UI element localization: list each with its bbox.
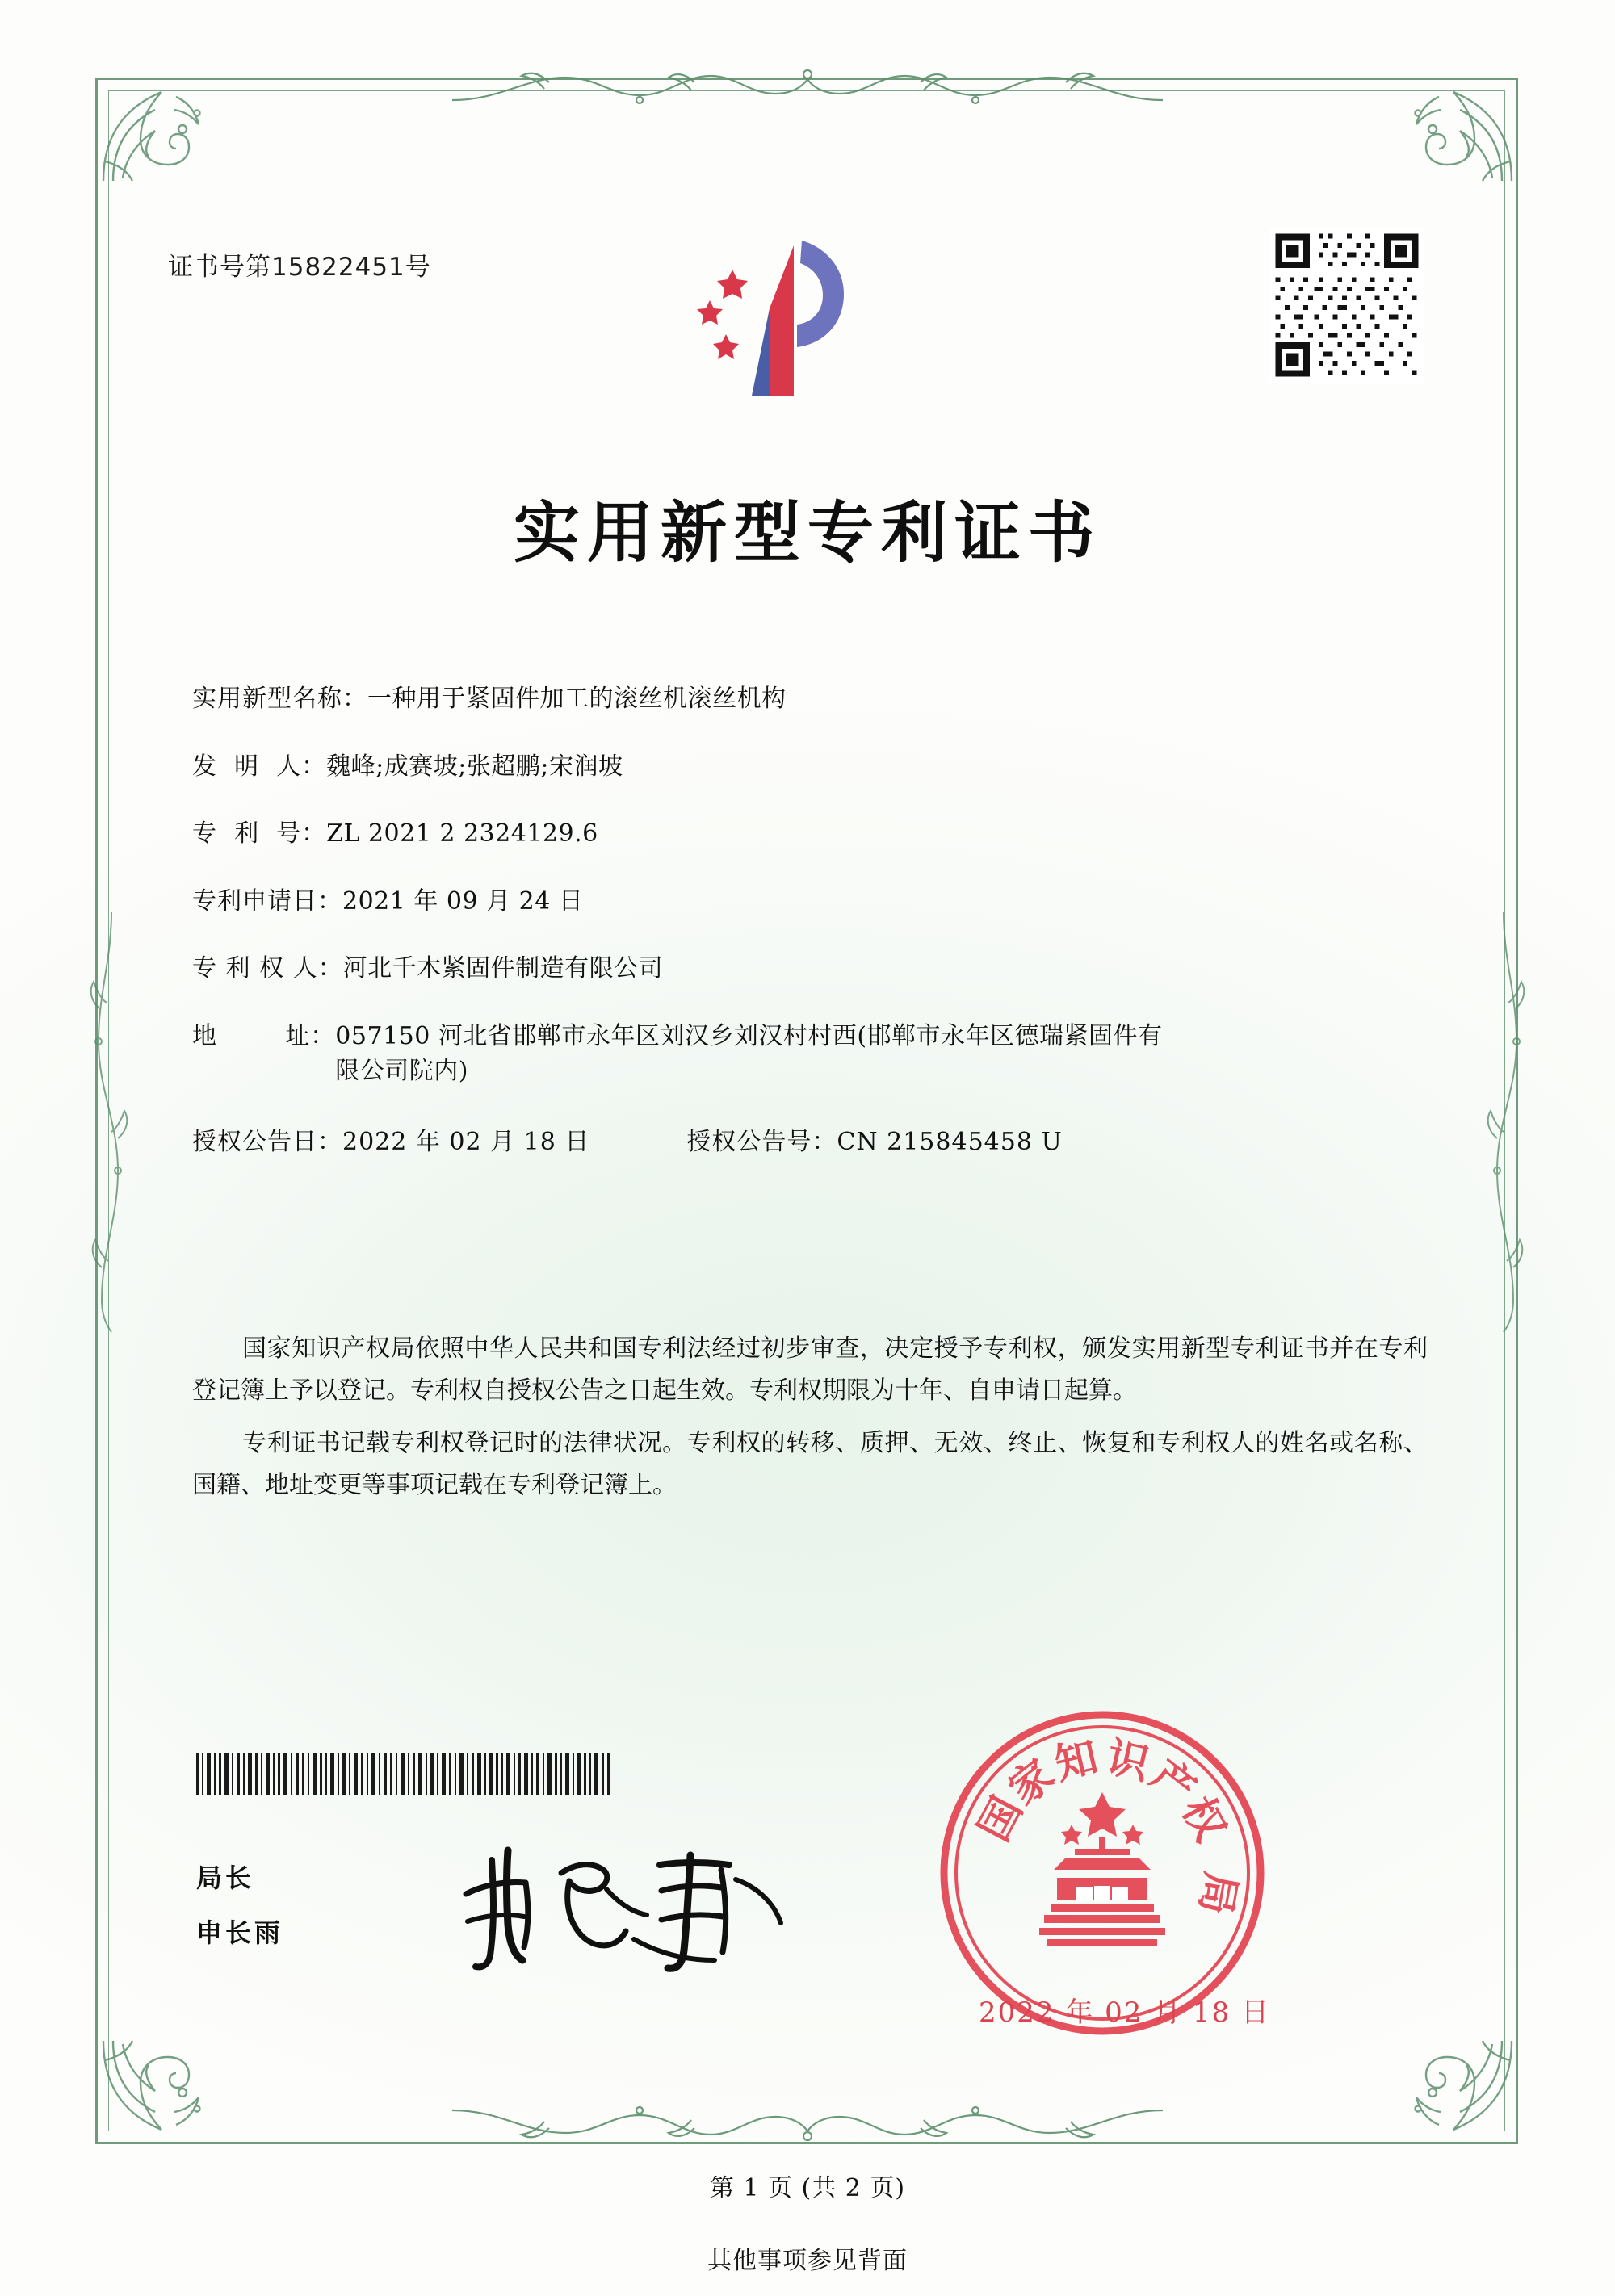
svg-text:国: 国 bbox=[969, 1788, 1033, 1850]
field-patentee bbox=[192, 952, 1420, 987]
svg-text:识: 识 bbox=[1101, 1732, 1155, 1790]
field-label: 实用新型名称： bbox=[192, 685, 367, 713]
grant-number-label: 授权公告号： bbox=[686, 1128, 837, 1157]
field-value: 057150 河北省邯郸市永年区刘汉乡刘汉村村西(邯郸市永年区德瑞紧固件有限公司院内) bbox=[335, 1021, 1163, 1085]
field-value: 魏峰;成赛坡;张超鹏;宋润坡 bbox=[326, 752, 623, 781]
field-address bbox=[192, 1020, 1420, 1088]
bottom-vine-ornament bbox=[452, 2091, 1163, 2147]
paragraph-1: 国家知识产权局依照中华人民共和国专利法经过初步审查，决定授予专利权，颁发实用新型专利证书并在专利登记簿上予以登记。专利权自授权公告之日起生效。专利权期限为十年、自申请日起算。 bbox=[192, 1334, 1428, 1405]
page-indicator: 第 1 页 (共 2 页) bbox=[709, 2174, 906, 2202]
field-list bbox=[192, 682, 1420, 1170]
seal-date: 2022 年 02 月 18 日 bbox=[979, 1996, 1271, 2029]
grant-number-value: CN 215845458 U bbox=[837, 1128, 1063, 1157]
svg-text:局: 局 bbox=[1189, 1868, 1246, 1919]
grant-date-label: 授权公告日： bbox=[192, 1128, 342, 1157]
right-vine-ornament bbox=[1479, 912, 1528, 1332]
svg-text:家: 家 bbox=[999, 1749, 1063, 1815]
field-utility-model-name bbox=[192, 682, 1420, 717]
field-value: 2021 年 09 月 24 日 bbox=[342, 886, 584, 915]
corner-ornament-top-right bbox=[1403, 81, 1516, 186]
left-vine-ornament bbox=[87, 912, 136, 1332]
field-label: 专 利 号： bbox=[192, 819, 327, 848]
corner-ornament-bottom-left bbox=[99, 2036, 212, 2141]
legal-text bbox=[192, 1328, 1428, 1517]
handwritten-signature-icon bbox=[448, 1841, 795, 1978]
field-application-date bbox=[192, 885, 1420, 920]
svg-text:知: 知 bbox=[1050, 1732, 1103, 1790]
svg-text:权: 权 bbox=[1172, 1788, 1235, 1850]
field-value: 一种用于紧固件加工的滚丝机滚丝机构 bbox=[367, 685, 787, 713]
field-inventors bbox=[192, 750, 1420, 785]
field-label: 发 明 人： bbox=[192, 752, 327, 781]
director-label: 局长 bbox=[196, 1862, 255, 1893]
grant-date-value: 2022 年 02 月 18 日 bbox=[342, 1128, 590, 1157]
barcode-icon bbox=[196, 1753, 610, 1795]
svg-text:产: 产 bbox=[1141, 1749, 1206, 1815]
back-side-note: 其他事项参见背面 bbox=[707, 2247, 908, 2275]
top-vine-ornament bbox=[452, 63, 1163, 119]
field-patent-number bbox=[192, 817, 1420, 852]
director-name: 申长雨 bbox=[196, 1917, 284, 1948]
field-label: 专利申请日： bbox=[192, 886, 342, 915]
corner-ornament-top-left bbox=[99, 81, 212, 186]
certificate-number: 证书号第15822451号 bbox=[168, 253, 431, 282]
qr-code-icon bbox=[1269, 228, 1424, 383]
corner-ornament-bottom-right bbox=[1403, 2036, 1516, 2141]
sipo-logo-icon bbox=[682, 234, 900, 408]
page-title: 实用新型专利证书 bbox=[513, 494, 1101, 572]
field-value: ZL 2021 2 2324129.6 bbox=[326, 819, 598, 848]
field-label: 地 址： bbox=[192, 1021, 336, 1050]
field-label: 专 利 权 人： bbox=[192, 954, 343, 983]
field-value: 河北千木紧固件制造有限公司 bbox=[342, 954, 664, 983]
grant-announcement-row bbox=[192, 1121, 1420, 1157]
paragraph-2: 专利证书记载专利权登记时的法律状况。专利权的转移、质押、无效、终止、恢复和专利权人的姓名或名称、国籍、地址变更等事项记载在专利登记簿上。 bbox=[192, 1429, 1428, 1499]
